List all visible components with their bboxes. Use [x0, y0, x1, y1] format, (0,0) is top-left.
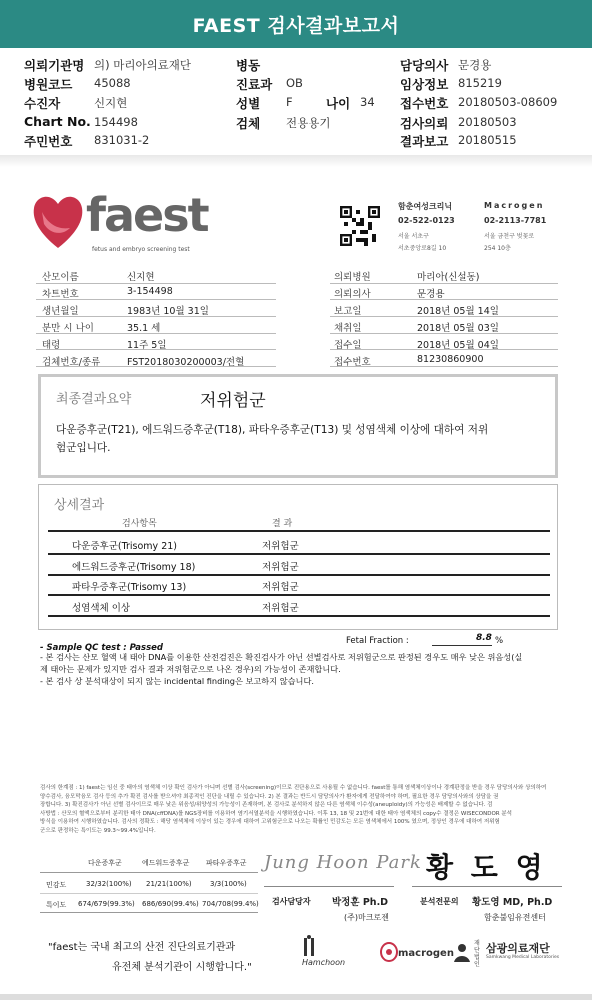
- divider: [48, 574, 550, 576]
- detail-result: 저위험군: [262, 562, 299, 573]
- heart-logo-icon: [30, 190, 86, 254]
- patient-value: 81230860900: [417, 354, 484, 365]
- hamchoon-logo-text: Hamchoon: [302, 958, 346, 967]
- header-label: 수진자: [24, 96, 61, 111]
- header-value: 신지현: [94, 96, 128, 110]
- fetal-fraction-unit: %: [495, 636, 504, 646]
- header-label: 검사의뢰: [400, 116, 449, 131]
- detail-title: 상세결과: [54, 498, 105, 513]
- header-value: 전용용기: [286, 116, 331, 130]
- limitations-text: [40, 784, 560, 836]
- faest-logo-text: faest: [86, 188, 208, 242]
- header-label: 의뢰기관명: [24, 58, 85, 73]
- footer-line2: 유전체 분석기관이 시행합니다.": [112, 962, 252, 973]
- samkwang-logo: [452, 938, 560, 970]
- note-line3: - 본 검사 상 분석대상이 되지 않는 incidental finding은 보고하지 않습니다.: [40, 676, 314, 686]
- faest-logo: [30, 190, 86, 258]
- report-divider: [0, 155, 592, 167]
- header-value: F: [286, 95, 293, 109]
- divider: [432, 645, 492, 646]
- detail-item: 에드워드증후군(Trisomy 18): [72, 562, 196, 573]
- age-label: 나이: [326, 96, 351, 111]
- patient-value: 마리아(신설동): [417, 272, 480, 283]
- patient-value: 2018년 05월 14일: [417, 306, 499, 317]
- patient-value: FST2018030200003/전혈: [127, 357, 245, 368]
- header-value: OB: [286, 76, 303, 90]
- stats-header: 파타우증후군: [206, 859, 247, 867]
- signer1-org: (주)마크로젠: [344, 913, 389, 922]
- samkwang-prefix: 재단법인: [474, 940, 480, 968]
- patient-label: 보고일: [334, 306, 362, 317]
- patient-label: 채취일: [334, 323, 362, 334]
- hospital1-name: 함춘여성크리닉: [398, 202, 453, 211]
- macrogen-logo-text: macrogen: [398, 948, 454, 959]
- signature-hwang: 황 도 영: [426, 851, 547, 884]
- header-label: 병동: [236, 58, 261, 73]
- stats-cell: 686/690(99.4%): [142, 900, 199, 908]
- detail-result: 저위험군: [262, 582, 299, 593]
- stats-cell: 21/21(100%): [146, 880, 192, 888]
- hospital1-phone: 02-522-0123: [398, 216, 455, 225]
- stats-cell: 32/32(100%): [86, 880, 132, 888]
- limitations-line: 장합니다. 3) 확진검사가 아닌 선별 검사이므로 매우 낮은 위음성/위양성의 가능성이 존재하며, 본 검사로 분석하지 않은 다른 염색체 이수성(aneuploidy)의 가능성은 배제할 수 없습니다. 검: [40, 802, 493, 809]
- macrogen-logo: [380, 938, 454, 972]
- samkwang-logo-text: 삼광의료재단: [486, 942, 550, 955]
- hospital2-addr1: 서울 금천구 벚꽃로: [484, 233, 535, 240]
- header-value: 의) 마리아의료재단: [94, 58, 192, 72]
- header-label: 임상정보: [400, 77, 449, 92]
- hamchoon-mark-icon: [302, 934, 318, 958]
- qr-code-icon: [340, 206, 380, 246]
- detail-col-result: 결 과: [272, 519, 293, 529]
- samkwang-mark-icon: [452, 942, 472, 964]
- header-value: 문경용: [458, 58, 492, 72]
- header-value: 815219: [458, 76, 502, 90]
- divider: [48, 594, 550, 596]
- header-value: 20180515: [458, 133, 517, 147]
- limitations-line: 군으로 판정하는 특이도는 99.3~99.4%입니다.: [40, 827, 156, 834]
- stats-cell: 3/3(100%): [210, 880, 247, 888]
- header-value: 20180503: [458, 115, 517, 129]
- signer2-org: 함춘불임유전센터: [484, 913, 546, 922]
- hospital2-name: Macrogen: [484, 201, 545, 210]
- patient-value: 2018년 05월 04일: [417, 340, 499, 351]
- patient-value: 2018년 05월 03일: [417, 323, 499, 334]
- signature-park: Jung Hoon Park: [264, 852, 422, 873]
- patient-label: 차트번호: [42, 289, 79, 300]
- divider: [48, 615, 550, 617]
- header-value: 20180503-08609: [458, 95, 558, 109]
- signer1-role: 검사담당자: [272, 897, 311, 906]
- patient-label: 접수일: [334, 340, 362, 351]
- divider: [48, 553, 550, 555]
- divider: [48, 530, 550, 532]
- patient-label: 의뢰의사: [334, 289, 371, 300]
- macrogen-mark-icon: [380, 942, 398, 962]
- stats-cell: 704/708(99.4%): [202, 900, 259, 908]
- divider: [40, 872, 258, 873]
- detail-col-item: 검사항목: [122, 519, 157, 529]
- hospital2-addr2: 254 10층: [484, 245, 511, 252]
- fetal-fraction-value: 8.8: [476, 633, 492, 643]
- detail-item: 성염색체 이상: [72, 603, 131, 614]
- header-label: 성별: [236, 96, 261, 111]
- header-value: 831031-2: [94, 133, 150, 147]
- signer2-name: 황도영 MD, Ph.D: [472, 897, 553, 908]
- qr-code: [340, 206, 380, 250]
- divider: [40, 912, 258, 913]
- fetal-fraction-label: Fetal Fraction :: [346, 636, 409, 646]
- header-label: 접수번호: [400, 96, 449, 111]
- stats-cell: 674/679(99.3%): [78, 900, 135, 908]
- divider: [264, 886, 394, 887]
- patient-label: 접수번호: [334, 357, 371, 368]
- header-value: 154498: [94, 115, 138, 129]
- divider: [330, 283, 558, 284]
- summary-result: 저위험군: [200, 391, 266, 411]
- patient-value: 문경용: [417, 289, 445, 300]
- header-label: 병원코드: [24, 77, 73, 92]
- bottom-border: [0, 994, 592, 1000]
- divider: [412, 886, 562, 887]
- header-label: 검체: [236, 116, 261, 131]
- patient-value: 11주 5일: [127, 340, 167, 351]
- stats-row-label: 특이도: [46, 901, 67, 909]
- samkwang-logo-sub: Samkwang Medical Laboratories: [486, 955, 560, 960]
- sample-qc: - Sample QC test : Passed: [40, 643, 164, 653]
- patient-value: 1983년 10월 31일: [127, 306, 209, 317]
- patient-label: 태령: [42, 340, 61, 351]
- header-label: 주민번호: [24, 134, 73, 149]
- header-label: 결과보고: [400, 134, 449, 149]
- hospital2-phone: 02-2113-7781: [484, 216, 547, 225]
- patient-label: 검체번호/종류: [42, 357, 101, 368]
- detail-item: 파타우증후군(Trisomy 13): [72, 582, 187, 593]
- summary-title: 최종결과요약: [56, 392, 132, 407]
- summary-text-line1: 다운증후군(T21), 에드워드증후군(T18), 파타우증후군(T13) 및 성염색체 이상에 대하여 저위: [56, 424, 489, 436]
- header-label: Chart No.: [24, 114, 91, 129]
- note-line1: - 본 검사는 산모 혈액 내 태아 DNA를 이용한 산전검진은 확진검사가 아닌 선별검사로 저위험군으로 판정된 경우도 매우 낮은 위음성(실: [40, 652, 523, 662]
- header-label: 진료과: [236, 77, 273, 92]
- limitations-line: 양수검사, 융모막융모 검사 등의 추가 확진 검사를 받으셔야 최종적인 진단을 내릴 수 있습니다. 2) 본 결과는 반드시 담당의사가 환자에게 전달하여야 하며, 필요한 경우 담당의사와의 상담을 권: [40, 793, 499, 800]
- header-value: 45088: [94, 76, 131, 90]
- stats-header: 에드워드증후군: [142, 859, 190, 867]
- hamchoon-logo: [298, 934, 358, 970]
- signer1-name: 박정훈 Ph.D: [332, 897, 389, 908]
- hospital1-addr1: 서울 서초구: [398, 233, 429, 240]
- patient-value: 3-154498: [127, 286, 173, 297]
- stats-header: 다운증후군: [88, 859, 122, 867]
- faest-logo-subtitle: fetus and embryo screening test: [92, 246, 190, 253]
- note-line2: 제 태아는 문제가 있지만 검사 결과 저위험군으로 나온 경우)의 가능성이 존재합니다.: [40, 664, 341, 674]
- patient-label: 산모이름: [42, 272, 79, 283]
- patient-label: 생년월일: [42, 306, 79, 317]
- hospital1-addr2: 서초중앙로8길 10: [398, 245, 447, 252]
- patient-value: 35.1 세: [127, 323, 161, 334]
- detail-item: 다운증후군(Trisomy 21): [72, 541, 177, 552]
- limitations-line: 검사의 한계점 : 1) faest는 임신 중 태아의 염색체 이상 확인 검사가 아니며 선별 검사(screening)이므로 진단용으로 사용될 수 없습니다. faest를 통해 염색체이상이나 경계판정을 받을 경우 담당의사와 상의하여: [40, 785, 547, 791]
- divider: [40, 893, 258, 894]
- stats-row-label: 민감도: [46, 881, 67, 889]
- patient-label: 의뢰병원: [334, 272, 371, 283]
- detail-result: 저위험군: [262, 603, 299, 614]
- report-title: FAEST 검사결과보고서: [0, 0, 592, 48]
- footer-line1: "faest는 국내 최고의 산전 진단의료기관과: [48, 942, 236, 953]
- patient-label: 분만 시 나이: [42, 323, 94, 334]
- divider: [36, 283, 276, 284]
- signer2-role: 분석전문의: [420, 897, 459, 906]
- limitations-line: 방식을 이용하여 시행하였습니다. 검사의 정확도 : 해당 염색체에 이상이 있는 경우에 대하여 고위험군으로 나오는 확률인 민감도는 모든 염색체에서 100% 였으며, 정상인 경우에 대하여 저위험: [40, 819, 500, 826]
- header-label: 담당의사: [400, 58, 449, 73]
- detail-result: 저위험군: [262, 541, 299, 552]
- limitations-line: 사방법 : 산모의 혈액으로부터 분리한 태아 DNA(cffDNA)를 NGS장비를 이용하여 염기서열분석을 시행하였습니다. 이후 13, 18 및 21번에 대한 태아 염색체의 copy수 결정은 WISECONDOR 분석: [40, 810, 512, 817]
- age-value: 34: [360, 95, 375, 109]
- patient-value: 신지현: [127, 272, 155, 283]
- summary-text-line2: 험군입니다.: [56, 442, 111, 454]
